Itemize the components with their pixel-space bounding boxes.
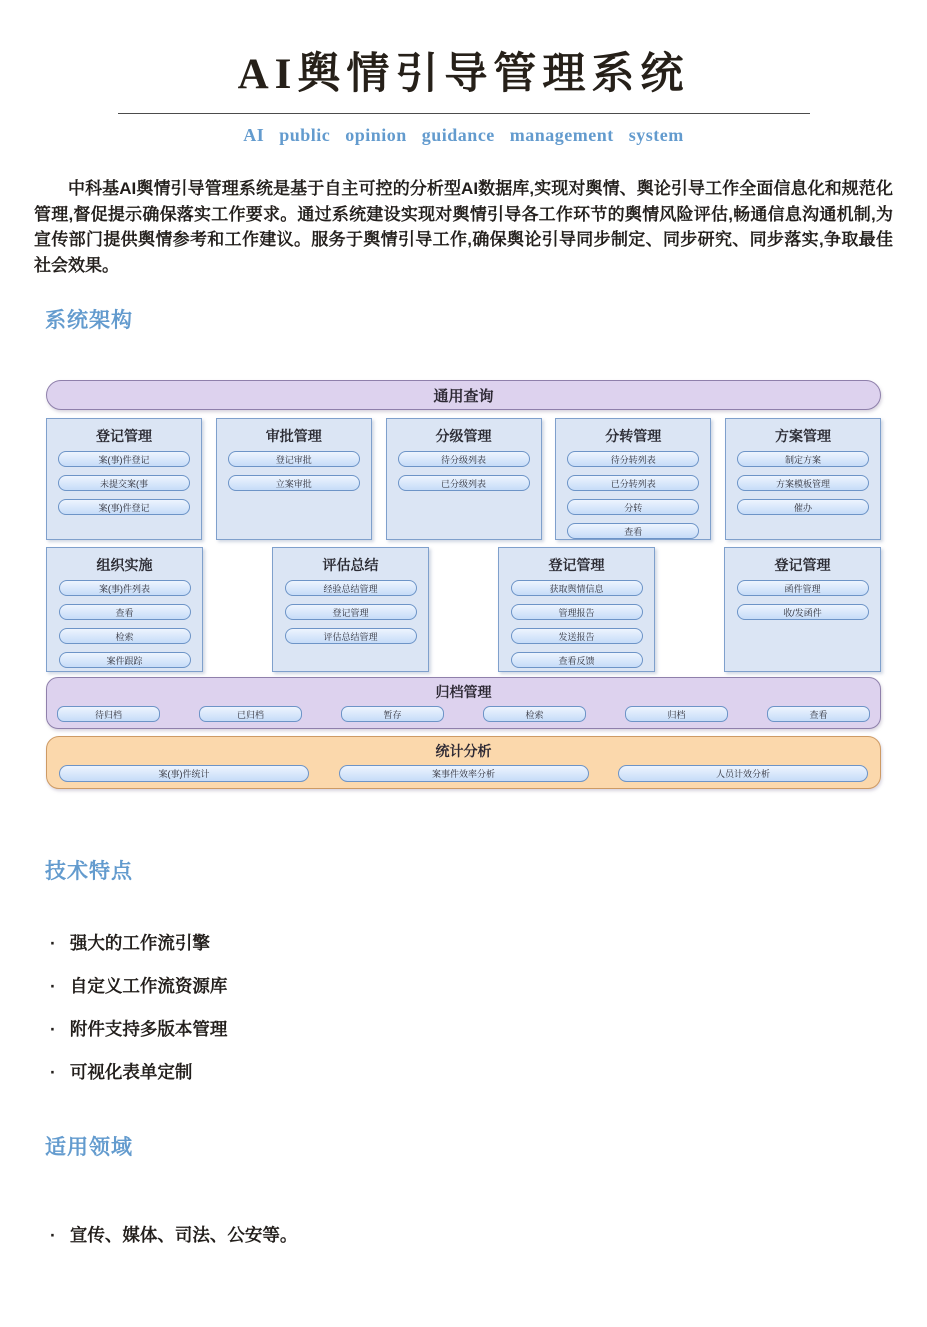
title-divider [118,113,810,114]
module-item: 管理报告 [511,604,643,620]
module-item: 登记管理 [285,604,417,620]
module-grading [386,418,542,540]
archive-item: 查看 [767,706,870,722]
section-heading-domains: 适用领域 [45,1135,133,1160]
module-item: 待分转列表 [567,451,699,467]
section-heading-features: 技术特点 [45,859,133,884]
module-item: 案(事)件列表 [59,580,191,596]
module-title: 登记管理 [548,559,605,575]
module-item: 查看 [567,523,699,539]
module-item: 函件管理 [737,580,869,596]
module-item: 方案模板管理 [737,475,869,491]
list-item [50,1225,927,1245]
archive-bar-title: 归档管理 [435,686,492,702]
module-title: 评估总结 [322,559,379,575]
architecture-diagram [46,380,881,789]
module-item: 查看反馈 [511,652,643,668]
module-approval [216,418,372,540]
module-title: 分级管理 [435,430,492,446]
module-item: 立案审批 [228,475,360,491]
module-item: 已分级列表 [398,475,530,491]
module-item: 获取舆情信息 [511,580,643,596]
module-row-1 [46,418,881,540]
bullet-icon: · [50,1225,56,1246]
statistics-item: 人员计效分析 [618,765,868,782]
feature-text: 自定义工作流资源库 [69,976,228,997]
module-title: 分转管理 [605,430,662,446]
module-title: 审批管理 [265,430,322,446]
module-title: 方案管理 [775,430,831,446]
archive-pill-row [47,706,880,722]
statistics-bar-title: 统计分析 [435,745,492,761]
module-evaluation [272,547,429,672]
module-registration [46,418,202,540]
archive-bar [46,677,881,729]
module-item: 检索 [59,628,191,644]
module-item: 登记审批 [228,451,360,467]
list-item [50,976,927,996]
bullet-icon: · [50,933,56,954]
archive-item: 已归档 [199,706,302,722]
module-item: 评估总结管理 [285,628,417,644]
statistics-item: 案事件效率分析 [339,765,589,782]
module-implementation [46,547,203,672]
bullet-icon: · [50,976,56,997]
common-query-label: 通用查询 [433,388,494,405]
module-transfer [555,418,711,540]
list-item [50,933,927,953]
archive-item: 归档 [625,706,728,722]
module-item: 分转 [567,499,699,515]
module-item: 案(事)件登记 [58,451,190,467]
bullet-icon: · [50,1019,56,1040]
module-item: 查看 [59,604,191,620]
feature-text: 附件支持多版本管理 [69,1019,228,1040]
module-title: 组织实施 [96,559,153,575]
intro-paragraph: 中科基AI舆情引导管理系统是基于自主可控的分析型AI数据库,实现对舆情、舆论引导工作全面信息化和规范化管理,督促提示确保落实工作要求。通过系统建设实现对舆情引导各工作环节的舆情风险评估,畅通信息沟通机制,为宣传部门提供舆情参考和工作建议。服务于舆情引导工作,确保舆论引导同步制定、同步研究、同步落实,争取最佳社会效果。 [34,179,893,275]
module-item: 案(事)件登记 [58,499,190,515]
statistics-pill-row [47,765,880,782]
module-item: 催办 [737,499,869,515]
page-title: AI舆情引导管理系统 [237,51,690,98]
bullet-icon: · [50,1062,56,1083]
module-row-2 [46,547,881,672]
module-item: 发送报告 [511,628,643,644]
archive-item: 暂存 [341,706,444,722]
list-item [50,1019,927,1039]
module-letter-registration [724,547,881,672]
section-heading-architecture: 系统架构 [45,308,133,333]
module-title: 登记管理 [96,430,152,446]
module-item: 已分转列表 [567,475,699,491]
feature-text: 强大的工作流引擎 [69,933,210,954]
module-item: 案件跟踪 [59,652,191,668]
module-item: 经验总结管理 [285,580,417,596]
module-info-registration [498,547,655,672]
feature-text: 可视化表单定制 [69,1062,193,1083]
statistics-item: 案(事)件统计 [59,765,309,782]
module-item: 待分级列表 [398,451,530,467]
module-item: 未提交案(事 [58,475,190,491]
module-item: 收/发函件 [737,604,869,620]
module-item: 制定方案 [737,451,869,467]
common-query-bar [46,380,881,410]
module-title: 登记管理 [774,559,831,575]
features-list [50,933,927,1082]
module-plan [725,418,881,540]
page-subtitle: AI public opinion guidance management system [243,125,684,146]
domains-list [50,1225,927,1245]
list-item [50,1062,927,1082]
archive-item: 检索 [483,706,586,722]
domain-text: 宣传、媒体、司法、公安等。 [69,1225,298,1246]
archive-item: 待归档 [57,706,160,722]
statistics-bar [46,736,881,789]
